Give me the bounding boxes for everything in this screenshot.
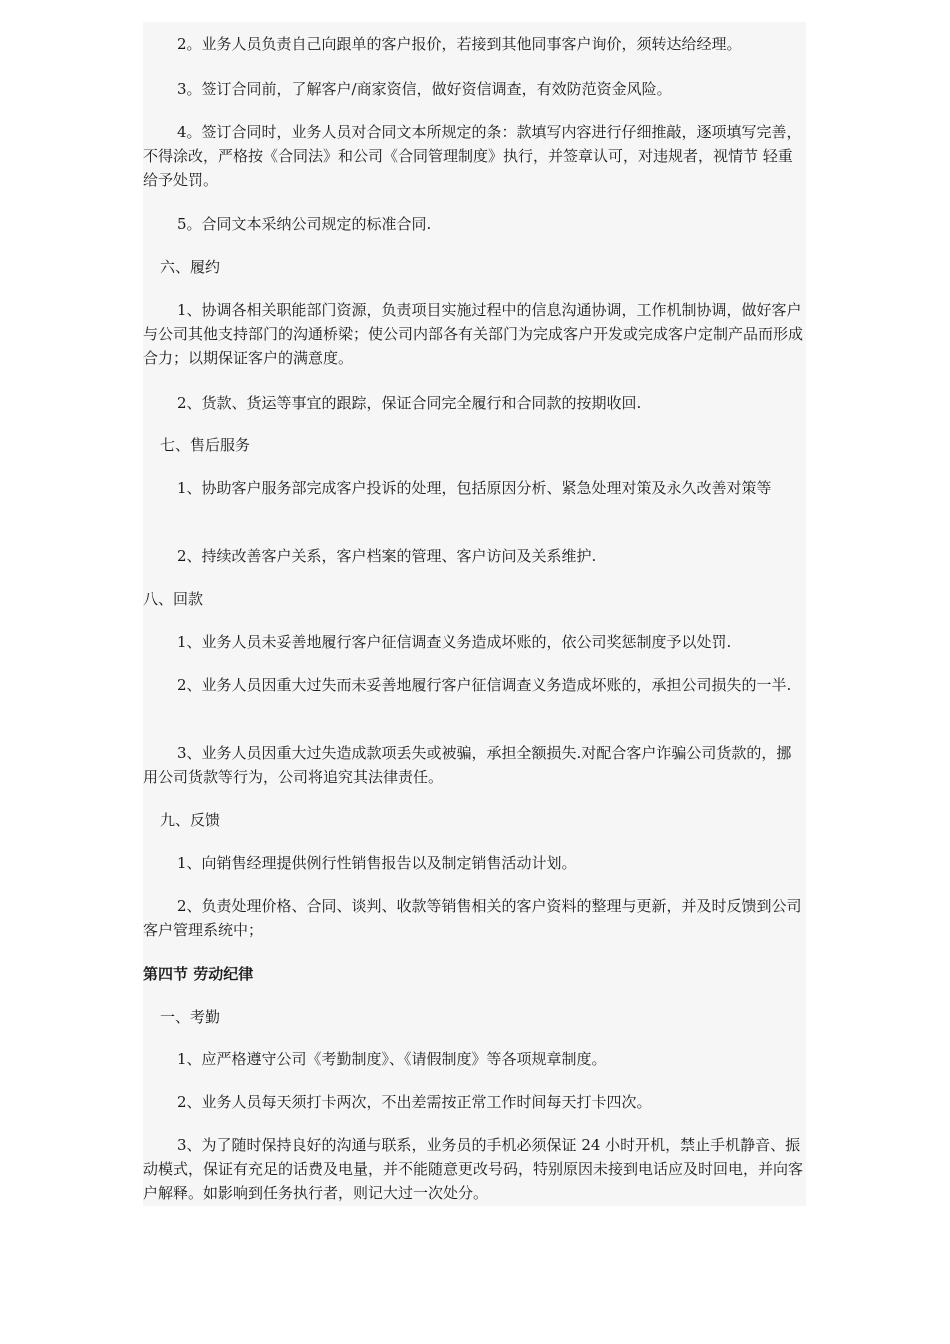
paragraph-attendance-2: 2、业务人员每天须打卡两次，不出差需按正常工作时间每天打卡四次。 — [177, 1093, 652, 1111]
paragraph-feedback-2: 2、负责处理价格、合同、谈判、收款等销售相关的客户资料的整理与更新，并及时反馈到公司客户管理系统中； — [143, 897, 802, 939]
paragraph-collection-2: 2、业务人员因重大过失而未妥善地履行客户征信调查义务造成坏账的，承担公司损失的一半. — [177, 676, 792, 694]
paragraph-collection-1: 1、业务人员未妥善地履行客户征信调查义务造成坏账的，依公司奖惩制度予以处罚. — [177, 633, 732, 651]
paragraph-after-sales-1: 1、协助客户服务部完成客户投诉的处理，包括原因分析、紧急处理对策及永久改善对策等 — [177, 479, 772, 497]
paragraph-attendance-1: 1、应严格遵守公司《考勤制度》、《请假制度》等各项规章制度。 — [177, 1050, 607, 1068]
heading-fulfillment: 六、履约 — [160, 258, 221, 276]
paragraph-after-sales-2: 2、持续改善客户关系，客户档案的管理、客户访问及关系维护. — [177, 547, 597, 565]
heading-collection: 八、回款 — [143, 590, 204, 608]
paragraph-fulfillment-2: 2、货款、货运等事宜的跟踪，保证合同完全履行和合同款的按期收回. — [177, 394, 642, 412]
paragraph-collection-3: 3、业务人员因重大过失造成款项丢失或被骗，承担全额损失.对配合客户诈骗公司货款的，挪用公司货款等行为，公司将追究其法律责任。 — [143, 744, 792, 786]
paragraph-3-credit-check: 3。签订合同前，了解客户/商家资信，做好资信调查，有效防范资金风险。 — [177, 80, 672, 98]
paragraph-feedback-1: 1、向销售经理提供例行性销售报告以及制定销售活动计划。 — [177, 854, 577, 872]
section-title-labor-discipline: 第四节 劳动纪律 — [143, 965, 254, 983]
paragraph-5-standard-contract: 5。合同文本采纳公司规定的标准合同. — [177, 215, 432, 233]
paragraph-2-quote-only: 2。业务人员负责自己向跟单的客户报价，若接到其他同事客户询价，须转达给经理。 — [177, 35, 742, 53]
paragraph-fulfillment-1: 1、协调各相关职能部门资源，负责项目实施过程中的信息沟通协调，工作机制协调，做好客户与公司其他支持部门的沟通桥梁；使公司内部各有关部门为完成客户开发或完成客户定制产品而形成合力；以期保证客户的满意度。 — [143, 301, 804, 367]
heading-after-sales: 七、售后服务 — [160, 436, 251, 454]
document-page — [143, 22, 806, 1206]
paragraph-4-contract-signing: 4。签订合同时，业务人员对合同文本所规定的条：款填写内容进行仔细推敲，逐项填写完善，不得涂改，严格按《合同法》和公司《合同管理制度》执行，并签章认可，对违规者，视情节 轻重给予处罚。 — [143, 123, 802, 189]
paragraph-attendance-3: 3、为了随时保持良好的沟通与联系，业务员的手机必须保证 24 小时开机，禁止手机静音、振动模式，保证有充足的话费及电量，并不能随意更改号码，特别原因未接到电话应及时回电，并向客户解释。如影响到任务执行者，则记大过一次处分。 — [143, 1136, 804, 1202]
heading-attendance: 一、考勤 — [160, 1008, 221, 1026]
heading-feedback: 九、反馈 — [160, 811, 221, 829]
